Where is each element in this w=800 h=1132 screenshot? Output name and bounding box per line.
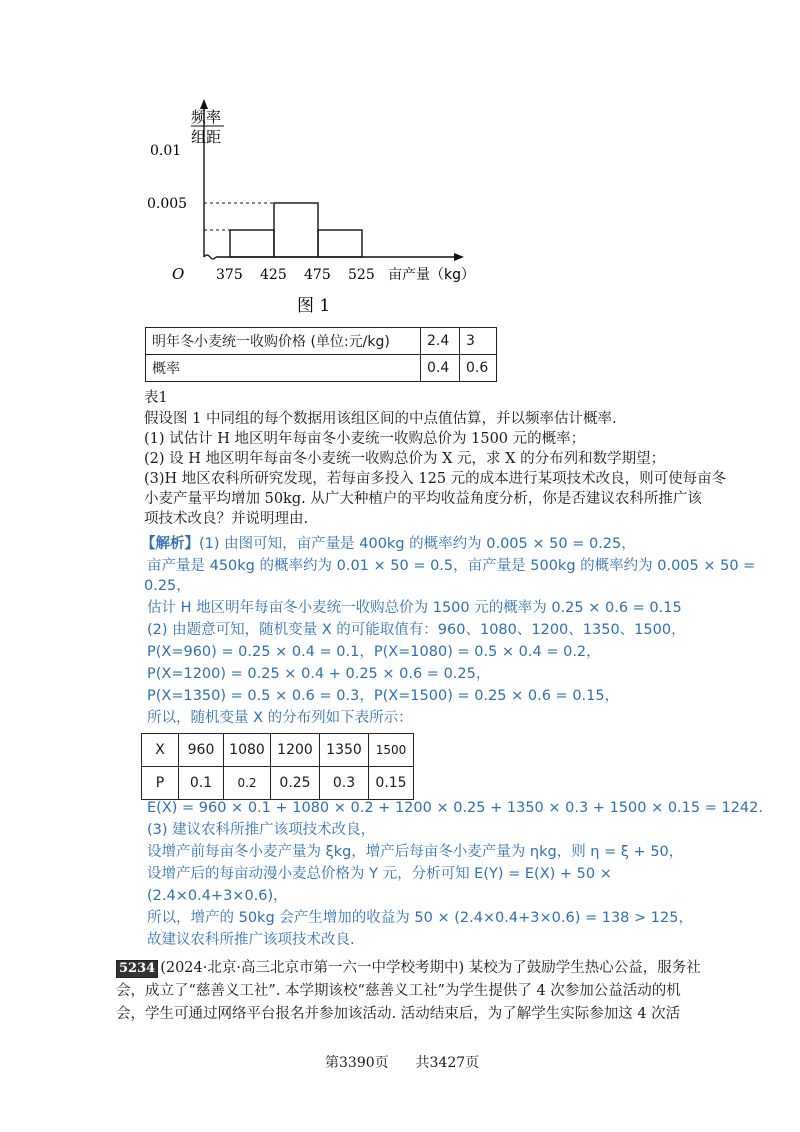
solution-line: P(X=1350) = 0.5 × 0.6 = 0.3，P(X=1500) = 0.25 × 0.6 = 0.15，: [147, 688, 620, 704]
page-footer: [325, 1052, 479, 1072]
solution-line: 估计 H 地区明年每亩冬小麦统一收购总价为 1500 元的概率为 0.25 × 0.6 = 0.15: [147, 600, 682, 616]
problem-line: 会，成立了“慈善义工社”. 本学期该校“慈善义工社”为学生提供了 4 次参加公益活动的机: [116, 983, 681, 999]
question-line: 项技术改良？并说明理由.: [144, 511, 309, 527]
table-cell: 1500: [369, 734, 414, 767]
table-cell: 0.25: [271, 767, 320, 800]
table-row: [146, 328, 497, 355]
table-cell: 0.3: [320, 767, 369, 800]
question-line: (3)H 地区农科所研究发现，若每亩多投入 125 元的成本进行某项技术改良，则可使每亩冬: [144, 471, 727, 487]
y-label-top: 频率: [191, 108, 222, 126]
solution-line: 故建议农科所推广该项技术改良.: [147, 932, 355, 948]
histogram-bar-425-475: [274, 203, 318, 257]
table-cell: 1200: [271, 734, 320, 767]
table-row: [146, 355, 497, 382]
table-cell: 3: [460, 328, 497, 355]
distribution-table: [141, 733, 414, 800]
question-line: (1) 试估计 H 地区明年每亩冬小麦统一收购总价为 1500 元的概率；: [144, 431, 586, 447]
origin-label: O: [172, 265, 185, 283]
solution-line: 亩产量是 450kg 的概率约为 0.01 × 50 = 0.5，亩产量是 500kg 的概率约为 0.005 × 50 =: [147, 558, 756, 574]
solution-line: 所以，随机变量 X 的分布列如下表所示：: [147, 710, 413, 726]
table-cell: 0.2: [224, 767, 271, 800]
x-tick-label-475: 475: [304, 267, 331, 283]
table-cell: X: [142, 734, 179, 767]
problem-text: (2024·北京·高三北京市第一六一中学校考期中) 某校为了鼓励学生热心公益，服务社: [160, 960, 701, 976]
table-cell: 明年冬小麦统一收购价格 (单位:元/kg): [146, 328, 421, 355]
page-total: 共3427页: [415, 1055, 480, 1071]
problem-number: 5234: [116, 960, 158, 978]
table-cell: 1350: [320, 734, 369, 767]
question-line: 小麦产量平均增加 50kg. 从广大种植户的平均收益角度分析，你是否建议农科所推广该: [144, 491, 702, 507]
y-tick-label-0.01: 0.01: [150, 143, 182, 159]
x-tick-label-425: 425: [260, 267, 287, 283]
solution-line: 设增产前每亩冬小麦产量为 ξkg，增产后每亩冬小麦产量为 ηkg，则 η = ξ + 50，: [147, 844, 684, 860]
next-problem-line: [116, 958, 701, 978]
y-tick-label-0.005: 0.005: [147, 196, 188, 212]
solution-heading: 【解析】: [141, 536, 199, 552]
histogram-bar-375-425: [230, 230, 274, 257]
solution-block-2: [147, 798, 763, 950]
axis-break: [204, 255, 216, 259]
x-tick-label-375: 375: [216, 267, 243, 283]
solution-line: (2.4×0.4+3×0.6)，: [147, 888, 288, 904]
table-cell: 0.6: [460, 355, 497, 382]
solution-line: (3) 建议农科所推广该项技术改良，: [147, 822, 376, 838]
solution-line: P(X=1200) = 0.25 × 0.4 + 0.25 × 0.6 = 0.25，: [147, 666, 491, 682]
y-label-bottom: 组距: [191, 128, 222, 146]
histogram-bar-475-525: [318, 230, 362, 257]
solution-line: 0.25，: [144, 578, 191, 594]
x-axis-label: 亩产量（kg）: [388, 267, 475, 283]
figure-caption: 图 1: [297, 296, 331, 316]
question-line: 假设图 1 中同组的每个数据用该组区间的中点值估算，并以频率估计概率.: [144, 411, 617, 427]
solution-text: (1) 由图可知，亩产量是 400kg 的概率约为 0.005 × 50 = 0.25，: [199, 536, 636, 552]
question-line: (2) 设 H 地区明年每亩冬小麦统一收购总价为 X 元，求 X 的分布列和数学期望；: [144, 451, 666, 467]
table-cell: 1080: [224, 734, 271, 767]
table-cell: 概率: [146, 355, 421, 382]
solution-line: E(X) = 960 × 0.1 + 1080 × 0.2 + 1200 × 0.25 + 1350 × 0.3 + 1500 × 0.15 = 1242.: [147, 800, 763, 816]
table-cell: 2.4: [421, 328, 460, 355]
x-axis-arrow: [454, 253, 464, 261]
table-cell: 0.1: [179, 767, 224, 800]
table-cell: 0.15: [369, 767, 414, 800]
x-tick-label-525: 525: [348, 267, 375, 283]
solution-line: 所以，增产的 50kg 会产生增加的收益为 50 × (2.4×0.4+3×0.6) = 138 > 125，: [147, 910, 693, 926]
price-table: [145, 327, 497, 382]
solution-line: 设增产后的每亩动漫小麦总价格为 Y 元，分析可知 E(Y) = E(X) + 50 ×: [147, 866, 612, 882]
table-row: [142, 767, 414, 800]
table-row: [142, 734, 414, 767]
question-block: [144, 409, 726, 529]
solution-first-line: [141, 534, 636, 554]
solution-line: (2) 由题意可知，随机变量 X 的可能取值有：960、1080、1200、1350、1500，: [147, 622, 686, 638]
table-cell: P: [142, 767, 179, 800]
table-cell: 960: [179, 734, 224, 767]
histogram-figure: [147, 95, 500, 325]
table-caption: 表1: [144, 390, 168, 406]
problem-line: 会，学生可通过网络平台报名并参加该活动. 活动结束后，为了解学生实际参加这 4 次活: [116, 1006, 681, 1022]
solution-line: P(X=960) = 0.25 × 0.4 = 0.1，P(X=1080) = 0.5 × 0.4 = 0.2，: [147, 644, 601, 660]
next-problem-block: [116, 981, 681, 1024]
page-number: 第3390页: [325, 1055, 389, 1071]
table-cell: 0.4: [421, 355, 460, 382]
solution-block: [144, 556, 756, 728]
